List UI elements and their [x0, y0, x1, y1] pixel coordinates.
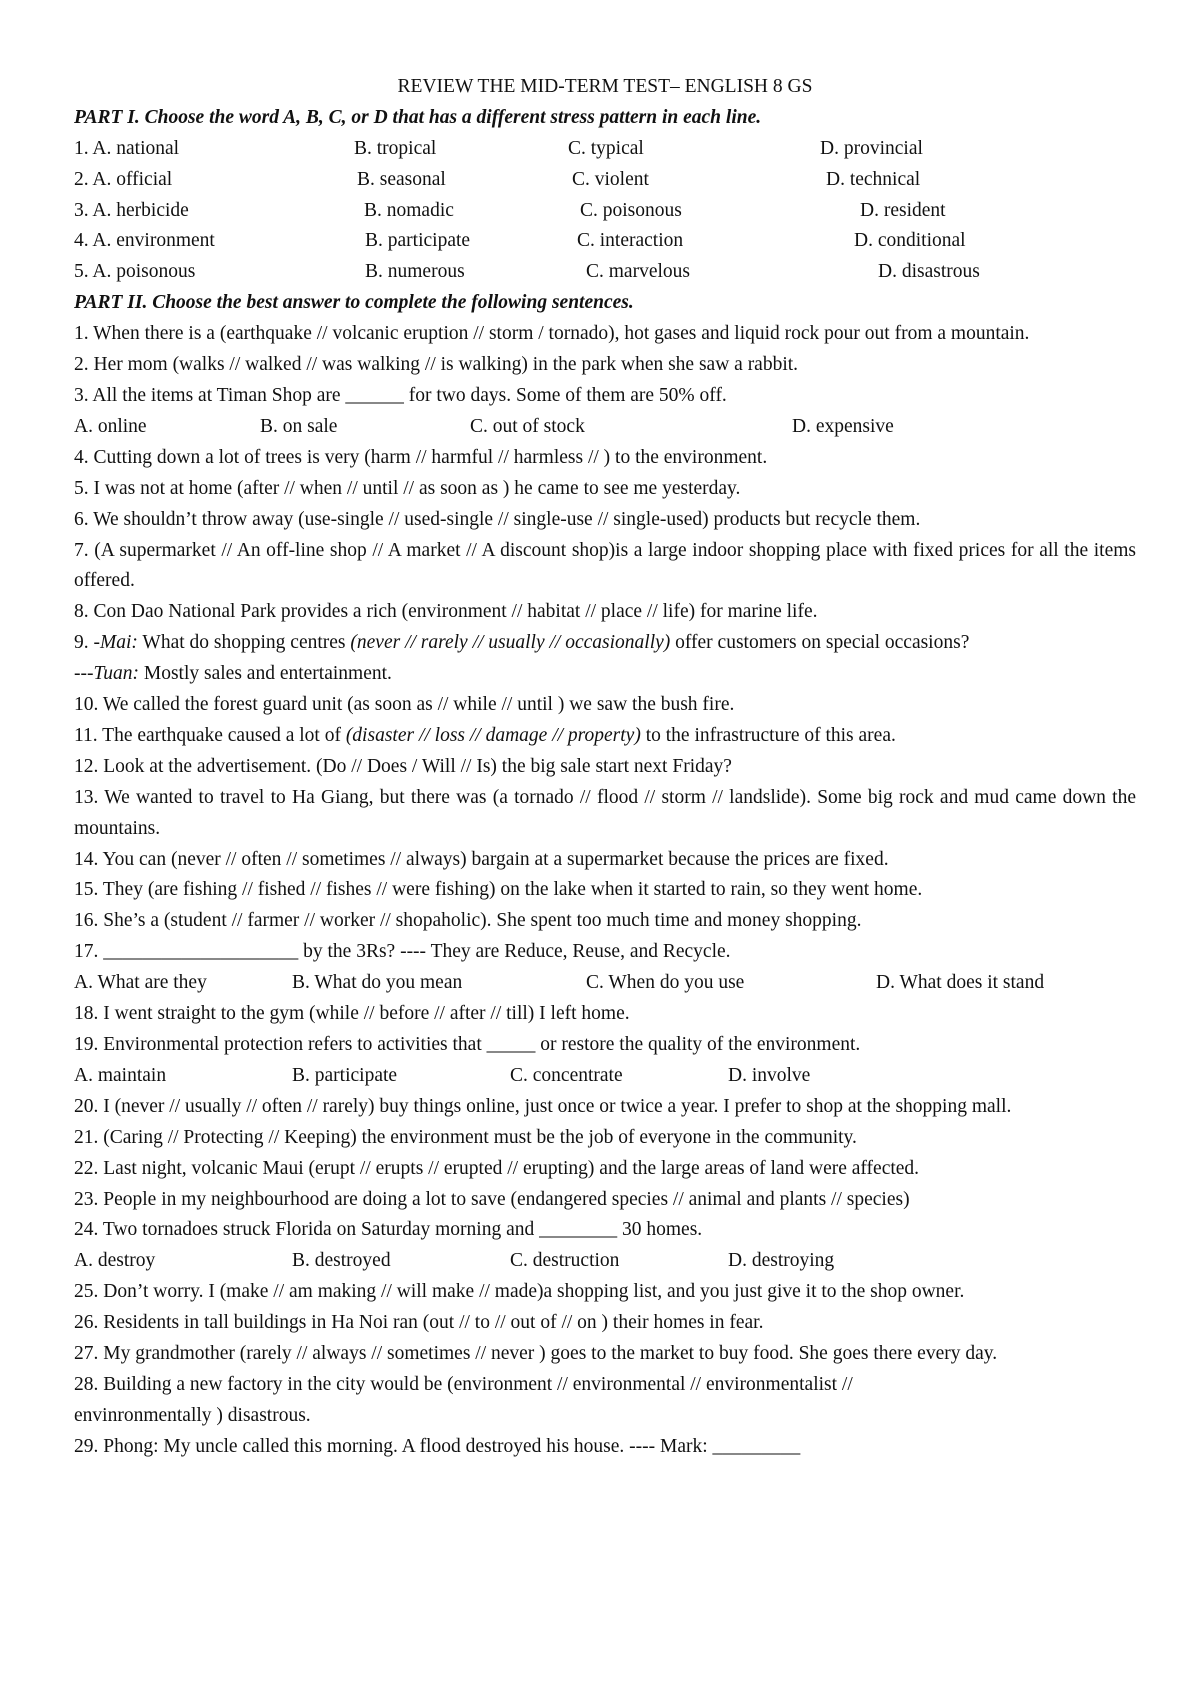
- option-a: 2. A. official: [74, 168, 173, 190]
- option-b: B. numerous: [365, 261, 465, 283]
- option-d: D. involve: [728, 1064, 811, 1086]
- option-b: B. destroyed: [292, 1250, 391, 1272]
- reply-prefix: ---: [74, 663, 94, 685]
- question-17-options: [74, 968, 1136, 999]
- option-d: D. expensive: [792, 415, 894, 437]
- question-23: 23. People in my neighbourhood are doing a lot to save (endangered species // animal and plants // species): [74, 1188, 910, 1210]
- question-2: 2. Her mom (walks // walked // was walking // is walking) in the park when she saw a rabbit.: [74, 354, 799, 376]
- option-a: 1. A. national: [74, 137, 180, 159]
- question-25: 25. Don’t worry. I (make // am making // will make // made)a shopping list, and you just give it to the shop owner.: [74, 1281, 965, 1303]
- option-a: A. online: [74, 415, 147, 437]
- question-27: 27. My grandmother (rarely // always // sometimes // never ) goes to the market to buy food. She goes there every day.: [74, 1343, 998, 1365]
- part1-row-5: [74, 257, 1136, 288]
- part1-row-4: [74, 226, 1136, 257]
- option-c: C. typical: [568, 137, 644, 159]
- option-b: B. nomadic: [364, 199, 454, 221]
- question-11-end: to the infrastructure of this area.: [640, 724, 896, 746]
- part2-heading: PART II. Choose the best answer to complete the following sentences.: [74, 292, 634, 314]
- option-b: B. tropical: [354, 137, 437, 159]
- question-3: 3. All the items at Timan Shop are ______ for two days. Some of them are 50% off.: [74, 384, 727, 406]
- question-5: 5. I was not at home (after // when // until // as soon as ) he came to see me yesterday.: [74, 477, 741, 499]
- question-14: 14. You can (never // often // sometimes // always) bargain at a supermarket because the prices are fixed.: [74, 848, 889, 870]
- option-a: A. What are they: [74, 972, 207, 994]
- question-24-options: [74, 1246, 1136, 1277]
- option-d: D. What does it stand: [876, 972, 1045, 994]
- question-12: 12. Look at the advertisement. (Do // Does / Will // Is) the big sale start next Friday?: [74, 755, 732, 777]
- option-b: B. participate: [365, 230, 471, 252]
- question-1: 1. When there is a (earthquake // volcanic eruption // storm / tornado), hot gases and liquid rock pour out from a mountain.: [74, 323, 1030, 345]
- option-a: A. maintain: [74, 1064, 167, 1086]
- question-11-start: 11. The earthquake caused a lot of: [74, 724, 346, 746]
- question-8: 8. Con Dao National Park provides a rich (environment // habitat // place // life) for marine life.: [74, 601, 818, 623]
- option-b: B. participate: [292, 1064, 398, 1086]
- option-b: B. on sale: [260, 415, 338, 437]
- question-9-end: offer customers on special occasions?: [670, 632, 970, 654]
- question-29: 29. Phong: My uncle called this morning. A flood destroyed his house. ---- Mark: _________: [74, 1435, 801, 1457]
- option-b: B. What do you mean: [292, 972, 463, 994]
- question-9-reply: [74, 659, 1136, 690]
- question-28-line-1: 28. Building a new factory in the city would be (environment // environmental // environmentalist //: [74, 1373, 853, 1395]
- option-c: C. violent: [572, 168, 649, 190]
- question-9-text: What do shopping centres: [137, 632, 351, 654]
- question-3-options: [74, 412, 1136, 443]
- option-a: 3. A. herbicide: [74, 199, 189, 221]
- question-20: 20. I (never // usually // often // rarely) buy things online, just once or twice a year. I prefer to shop at the shopping mall.: [74, 1095, 1012, 1117]
- question-9: [74, 628, 1136, 659]
- option-a: 4. A. environment: [74, 230, 215, 252]
- question-11: [74, 721, 1136, 752]
- option-c: C. poisonous: [580, 199, 682, 221]
- question-10: 10. We called the forest guard unit (as soon as // while // until ) we saw the bush fire.: [74, 694, 735, 716]
- question-21: 21. (Caring // Protecting // Keeping) the environment must be the job of everyone in the community.: [74, 1126, 857, 1148]
- speaker-tuan: Tuan:: [93, 663, 139, 685]
- question-26: 26. Residents in tall buildings in Ha Noi ran (out // to // out of // on ) their homes in fear.: [74, 1312, 764, 1334]
- option-c: C. When do you use: [586, 972, 745, 994]
- question-9-choices: (never // rarely // usually // occasionally): [350, 632, 671, 654]
- option-c: C. marvelous: [586, 261, 690, 283]
- speaker-mai: -Mai:: [93, 632, 138, 654]
- part1-row-1: [74, 134, 1136, 165]
- question-24: 24. Two tornadoes struck Florida on Saturday morning and ________ 30 homes.: [74, 1219, 703, 1241]
- page-title: REVIEW THE MID-TERM TEST– ENGLISH 8 GS: [397, 76, 813, 97]
- option-b: B. seasonal: [357, 168, 446, 190]
- part1-row-3: [74, 196, 1136, 227]
- option-d: D. resident: [860, 199, 946, 221]
- question-11-choices: (disaster // loss // damage // property): [345, 724, 641, 746]
- question-7: 7. (A supermarket // An off-line shop // A market // A discount shop)is a large indoor shopping place with fixed prices for all the items offered.: [74, 539, 1136, 592]
- question-28-line-2: envinronmentally ) disastrous.: [74, 1404, 311, 1426]
- question-19: 19. Environmental protection refers to activities that _____ or restore the quality of the environment.: [74, 1033, 861, 1055]
- question-9-number: 9.: [74, 632, 94, 654]
- question-13: 13. We wanted to travel to Ha Giang, but there was (a tornado // flood // storm // landslide). Some big rock and mud came down the mountains.: [74, 786, 1136, 839]
- part1-heading: PART I. Choose the word A, B, C, or D that has a different stress pattern in each line.: [74, 106, 762, 128]
- option-a: 5. A. poisonous: [74, 261, 196, 283]
- question-17: 17. ____________________ by the 3Rs? ---- They are Reduce, Reuse, and Recycle.: [74, 941, 731, 963]
- question-19-options: [74, 1061, 1136, 1092]
- option-a: A. destroy: [74, 1250, 156, 1272]
- option-d: D. technical: [826, 168, 921, 190]
- option-d: D. destroying: [728, 1250, 835, 1272]
- option-d: D. provincial: [820, 137, 923, 159]
- question-6: 6. We shouldn’t throw away (use-single // used-single // single-use // single-used) products but recycle them.: [74, 508, 921, 530]
- question-4: 4. Cutting down a lot of trees is very (harm // harmful // harmless // ) to the environment.: [74, 446, 768, 468]
- question-16: 16. She’s a (student // farmer // worker // shopaholic). She spent too much time and money shopping.: [74, 910, 862, 932]
- option-d: D. conditional: [854, 230, 966, 252]
- option-c: C. interaction: [577, 230, 684, 252]
- option-c: C. concentrate: [510, 1064, 623, 1086]
- worksheet-page: [74, 72, 1136, 1463]
- part1-row-2: [74, 165, 1136, 196]
- option-c: C. destruction: [510, 1250, 620, 1272]
- question-18: 18. I went straight to the gym (while // before // after // till) I left home.: [74, 1003, 630, 1025]
- question-22: 22. Last night, volcanic Maui (erupt // erupts // erupted // erupting) and the large areas of land were affected.: [74, 1157, 920, 1179]
- option-c: C. out of stock: [470, 415, 585, 437]
- reply-text: Mostly sales and entertainment.: [139, 663, 392, 685]
- option-d: D. disastrous: [878, 261, 980, 283]
- question-15: 15. They (are fishing // fished // fishes // were fishing) on the lake when it started to rain, so they went home.: [74, 879, 923, 901]
